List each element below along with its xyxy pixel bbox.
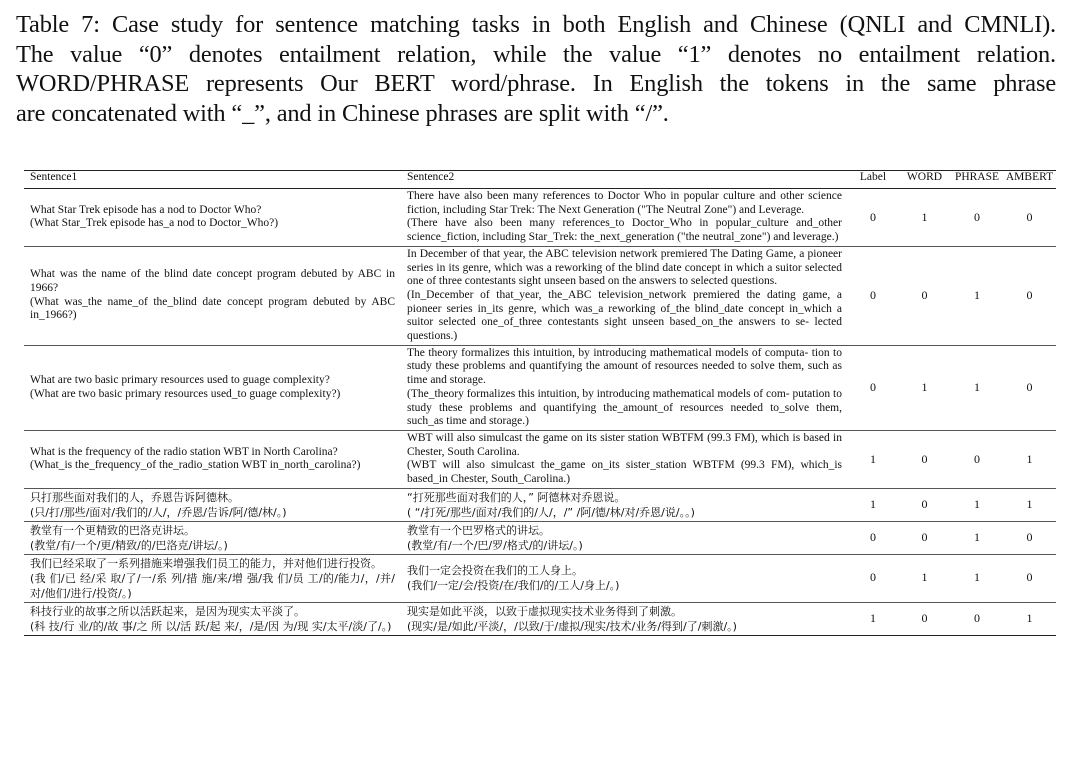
sentence1-cell	[24, 345, 401, 430]
word-value: 0	[898, 488, 951, 521]
sentence2-cell	[401, 521, 848, 554]
ambert-value: 1	[1003, 602, 1056, 635]
sentence1-cell	[24, 246, 401, 345]
sentence2-text: In December of that year, the ABC television network premiered The Dating Game, a pioneer series in its genre, which was a reworking of the blind date concept in which a suitor selected one of three contestants sight unseen based on the answers to selected questions.	[407, 247, 842, 288]
sentence1-text: What Star Trek episode has a nod to Doctor Who?	[30, 203, 262, 216]
table-row	[24, 554, 1056, 602]
sentence1-cell	[24, 602, 401, 635]
sentence2-segmented: (There have also been many references_to Doctor_Who in popular_culture and_other science_fiction, including Star_Trek: the_next_generation ("the neutral_zone") and leverage.)	[407, 217, 842, 244]
phrase-value: 1	[951, 554, 1003, 602]
sentence1-segmented: (我 们/已 经/采 取/了/一/系 列/措 施/来/增 强/我 们/员 工/的/能力/，/并/对/他们/进行/投资/。)	[30, 571, 395, 600]
header-ambert: AMBERT	[1003, 171, 1056, 189]
ambert-value: 1	[1003, 430, 1056, 488]
sentence1-segmented: (教堂/有/一个/更/精致/的/巴洛克/讲坛/。)	[30, 538, 228, 552]
sentence2-segmented: (In_December of that_year, the_ABC television_network premiered the dating game, a pioneer series in_its genre, which was_a reworking of_the blind_date concept in_which a suitor selected one_of_three contestants sight unseen based_on_the answers to se- lected questions.)	[407, 288, 842, 343]
table-row	[24, 430, 1056, 488]
ambert-value: 0	[1003, 521, 1056, 554]
sentence2-text: “打死那些面对我们的人，” 阿德林对乔恩说。	[407, 490, 626, 504]
sentence1-text: 只打那些面对我们的人，乔恩告诉阿德林。	[30, 490, 239, 504]
table-caption	[16, 10, 1056, 128]
header-sentence2: Sentence2	[401, 171, 848, 189]
phrase-value: 1	[951, 345, 1003, 430]
table-row	[24, 246, 1056, 345]
sentence1-segmented: (What was_the name_of the_blind date concept program debuted by ABC in_1966?)	[30, 295, 395, 322]
sentence1-cell	[24, 189, 401, 247]
phrase-value: 0	[951, 602, 1003, 635]
sentence1-segmented: (What_is the_frequency_of the_radio_station WBT in_north_carolina?)	[30, 459, 361, 472]
table-row	[24, 521, 1056, 554]
label-value: 0	[848, 246, 898, 345]
sentence2-segmented: (现实/是/如此/平淡/，/以致/于/虚拟/现实/技术/业务/得到/了/刺激/。)	[407, 619, 737, 633]
word-value: 0	[898, 521, 951, 554]
sentence2-cell	[401, 246, 848, 345]
ambert-value: 0	[1003, 345, 1056, 430]
table-row	[24, 488, 1056, 521]
sentence2-segmented: ( “/打死/那些/面对/我们的/人/，/” /阿/德/林/对/乔恩/说/。。)	[407, 505, 695, 519]
table-header-row	[24, 171, 1056, 189]
sentence1-cell	[24, 430, 401, 488]
label-value: 0	[848, 521, 898, 554]
label-value: 0	[848, 345, 898, 430]
table-row	[24, 345, 1056, 430]
word-value: 1	[898, 554, 951, 602]
phrase-value: 1	[951, 246, 1003, 345]
case-study-table	[24, 170, 1056, 636]
sentence2-cell	[401, 189, 848, 247]
sentence1-segmented: (What are two basic primary resources used_to guage complexity?)	[30, 387, 341, 400]
table-row	[24, 602, 1056, 635]
ambert-value: 0	[1003, 246, 1056, 345]
label-value: 1	[848, 488, 898, 521]
phrase-value: 0	[951, 189, 1003, 247]
phrase-value: 0	[951, 430, 1003, 488]
ambert-value: 1	[1003, 488, 1056, 521]
sentence2-segmented: (我们/一定/会/投资/在/我们/的/工人/身上/。)	[407, 579, 620, 593]
ambert-value: 0	[1003, 554, 1056, 602]
sentence1-cell	[24, 521, 401, 554]
sentence1-cell	[24, 554, 401, 602]
sentence1-segmented: (What Star_Trek episode has_a nod to Doctor_Who?)	[30, 217, 279, 230]
phrase-value: 1	[951, 488, 1003, 521]
header-sentence1: Sentence1	[24, 171, 401, 189]
header-word: WORD	[898, 171, 951, 189]
word-value: 1	[898, 189, 951, 247]
word-value: 0	[898, 602, 951, 635]
sentence1-segmented: (只/打/那些/面对/我们的/人/，/乔恩/告诉/阿/德/林/。)	[30, 505, 287, 519]
sentence2-text: 教堂有一个巴罗格式的讲坛。	[407, 523, 550, 537]
word-value: 1	[898, 345, 951, 430]
sentence1-text: 教堂有一个更精致的巴洛克讲坛。	[30, 523, 195, 537]
sentence2-cell	[401, 602, 848, 635]
table-body	[24, 189, 1056, 636]
sentence1-cell	[24, 488, 401, 521]
sentence2-cell	[401, 345, 848, 430]
label-value: 0	[848, 554, 898, 602]
label-value: 1	[848, 430, 898, 488]
sentence2-text: The theory formalizes this intuition, by introducing mathematical models of computa- tion to study these problems and quantifying the amount of resources needed to solve them, such as time and storage.	[407, 346, 842, 387]
sentence2-text: WBT will also simulcast the game on its sister station WBTFM (99.3 FM), which is based in Chester, South Carolina.	[407, 431, 842, 458]
sentence2-text: 现实是如此平淡，以致于虚拟现实技术业务得到了刺激。	[407, 604, 682, 618]
sentence2-text: There have also been many references to Doctor Who in popular culture and other science fiction, including Star Trek: The Next Generation ("The Neutral Zone") and Leverage.	[407, 190, 842, 216]
sentence1-text: What was the name of the blind date concept program debuted by ABC in 1966?	[30, 268, 395, 295]
sentence1-segmented: (科 技/行 业/的/故 事/之 所 以/活 跃/起 来/，/是/因 为/现 实/太平/淡/了/。)	[30, 619, 392, 633]
table-row	[24, 189, 1056, 247]
header-phrase: PHRASE	[951, 171, 1003, 189]
caption-line: are concatenated with “_”, and in Chinese phrases are split with “/”.	[16, 99, 669, 127]
ambert-value: 0	[1003, 189, 1056, 247]
sentence2-cell	[401, 554, 848, 602]
sentence1-text: What is the frequency of the radio station WBT in North Carolina?	[30, 445, 338, 458]
caption-line: Table 7: Case study for sentence matching tasks in both English and Chinese (QNLI and CMNLI).	[16, 11, 1056, 38]
label-value: 0	[848, 189, 898, 247]
header-label: Label	[848, 171, 898, 189]
sentence1-text: What are two basic primary resources used to guage complexity?	[30, 374, 330, 387]
sentence2-cell	[401, 430, 848, 488]
sentence1-text: 我们已经采取了一系列措施来增强我们员工的能力，并对他们进行投资。	[30, 556, 382, 570]
word-value: 0	[898, 430, 951, 488]
sentence2-cell	[401, 488, 848, 521]
sentence2-text: 我们一定会投资在我们的工人身上。	[407, 564, 583, 578]
word-value: 0	[898, 246, 951, 345]
caption-line: WORD/PHRASE represents Our BERT word/phrase. In English the tokens in the same phrase	[16, 70, 1056, 97]
sentence2-segmented: (WBT will also simulcast the_game on_its sister_station WBTFM (99.3 FM), which_is based_in Chester, South_Carolina.)	[407, 459, 842, 486]
caption-line: The value “0” denotes entailment relation, while the value “1” denotes no entailment relation.	[16, 40, 1056, 68]
sentence1-text: 科技行业的故事之所以活跃起来，是因为现实太平淡了。	[30, 604, 305, 618]
phrase-value: 1	[951, 521, 1003, 554]
sentence2-segmented: (The_theory formalizes this intuition, by introducing mathematical models of com- putation to study these problems and quantifying the_amount_of resources needed to_solve them, such_as time and storage.)	[407, 387, 842, 428]
label-value: 1	[848, 602, 898, 635]
sentence2-segmented: (教堂/有/一个/巴/罗/格式/的/讲坛/。)	[407, 538, 583, 552]
